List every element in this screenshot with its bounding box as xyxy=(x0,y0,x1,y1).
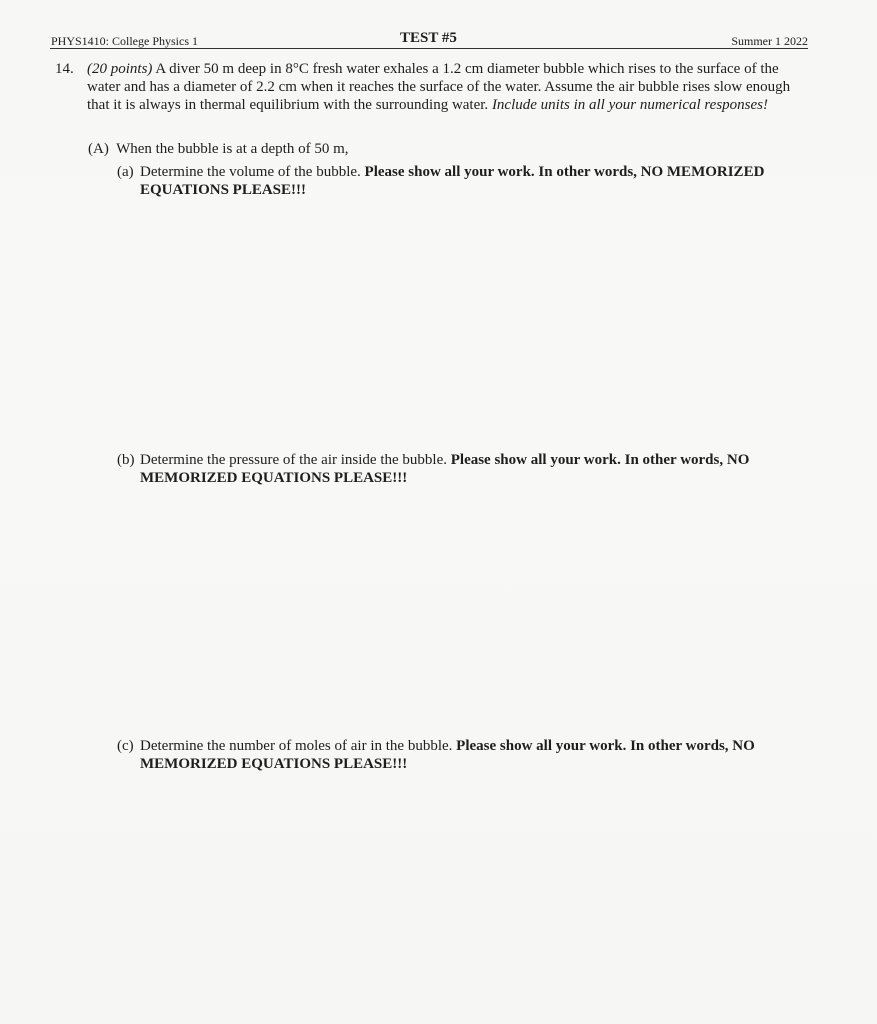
question-number: 14. xyxy=(55,61,74,77)
page-header xyxy=(50,30,808,49)
term-label: Summer 1 2022 xyxy=(731,34,808,48)
subpart-text: Determine the pressure of the air inside the bubble. xyxy=(140,452,451,468)
subpart-c xyxy=(117,737,807,773)
question-text: A diver 50 m deep in 8°C fresh water exhales a 1.2 cm diameter bubble which rises to the surface of the water and has a diameter of 2.2 cm when it reaches the surface of the water. Assume the air bubble rises slow enough that it is always in thermal equilibrium with the surrounding water. xyxy=(87,61,791,113)
subpart-emphasis: Please show all your work. In other words, NO MEMORIZED EQUATIONS PLEASE!!! xyxy=(140,164,765,198)
test-title: TEST #5 xyxy=(400,30,457,46)
question-points: (20 points) xyxy=(87,61,153,77)
subpart-label: (b) xyxy=(117,452,135,468)
subpart-a xyxy=(117,163,807,199)
subpart-text: Determine the number of moles of air in the bubble. xyxy=(140,738,457,754)
subpart-label: (a) xyxy=(117,164,134,180)
part-a-label: (A) xyxy=(88,141,109,157)
subpart-b xyxy=(117,451,807,487)
course-title: PHYS1410: College Physics 1 xyxy=(51,34,199,48)
question-14 xyxy=(55,60,815,114)
subpart-emphasis: Please show all your work. In other words, NO MEMORIZED EQUATIONS PLEASE!!! xyxy=(140,452,750,486)
subpart-label: (c) xyxy=(117,738,134,754)
part-a-heading xyxy=(88,140,349,158)
question-statement xyxy=(87,60,812,114)
part-a-text: When the bubble is at a depth of 50 m, xyxy=(116,141,349,157)
units-note: Include units in all your numerical responses! xyxy=(491,97,769,113)
subpart-emphasis: Please show all your work. In other words, NO MEMORIZED EQUATIONS PLEASE!!! xyxy=(140,738,755,772)
subpart-text: Determine the volume of the bubble. xyxy=(140,164,365,180)
